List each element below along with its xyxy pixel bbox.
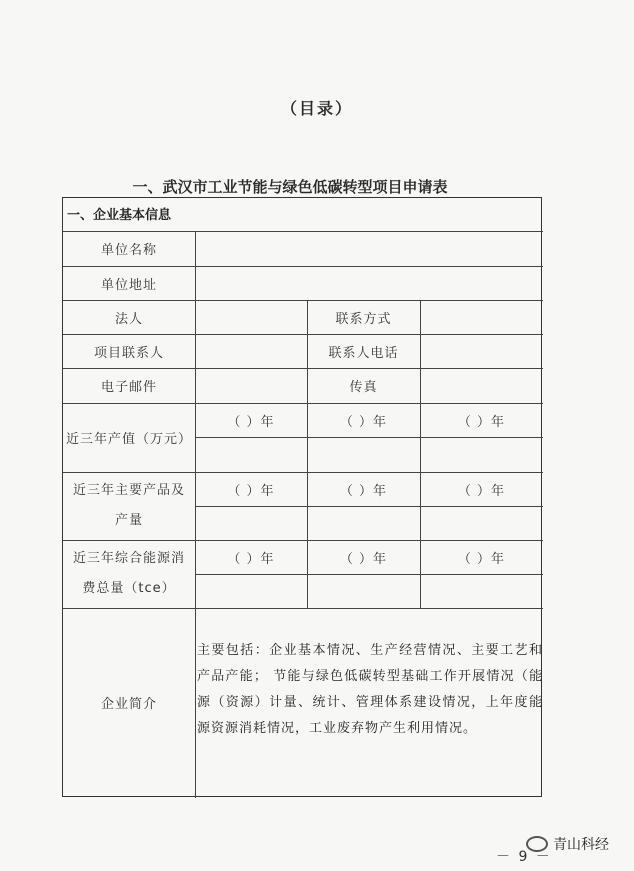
label-unit-address: 单位地址 <box>100 277 157 293</box>
section-header: 一、企业基本信息 <box>67 208 172 223</box>
company-intro-text: 主要包括：企业基本情况、生产经营情况、主要工艺和产品产能； 节能与绿色低碳转型基础工作开展情况（能源（资源）计量、统计、管理体系建设情况，上年度能源资源消耗情况，工业废弃物产生利用情况。 <box>197 643 543 736</box>
label-energy-line1: 近三年综合能源消 <box>72 551 185 566</box>
label-main-products-line2: 产量 <box>114 513 143 528</box>
col-divider <box>195 231 196 798</box>
year-placeholder: （ ）年 <box>457 483 506 499</box>
year-placeholder: （ ）年 <box>457 551 506 567</box>
label-main-products-line1: 近三年主要产品及 <box>72 483 185 498</box>
label-energy-line2: 费总量（tce） <box>82 581 176 596</box>
watermark-text: 青山科经 <box>553 837 609 853</box>
label-energy-consumption <box>63 540 195 608</box>
page-number: － 9 － <box>496 849 552 865</box>
year-placeholder: （ ）年 <box>339 551 388 567</box>
wechat-logo-icon <box>526 836 548 852</box>
label-contact-phone: 联系人电话 <box>328 345 399 361</box>
toc-title: （目录） <box>280 99 353 118</box>
row-divider <box>195 506 543 507</box>
label-project-contact: 项目联系人 <box>93 345 164 361</box>
label-contact-method: 联系方式 <box>335 311 392 327</box>
label-email: 电子邮件 <box>100 380 157 395</box>
application-form-table <box>62 197 542 797</box>
year-placeholder: （ ）年 <box>227 551 275 567</box>
label-fax: 传真 <box>349 380 378 395</box>
year-placeholder: （ ）年 <box>339 414 388 430</box>
label-legal-person: 法人 <box>114 311 143 327</box>
year-placeholder: （ ）年 <box>227 414 275 430</box>
year-placeholder: （ ）年 <box>227 483 275 499</box>
row-divider <box>195 437 543 438</box>
label-output-value: 近三年产值（万元） <box>65 432 192 447</box>
watermark <box>526 834 609 854</box>
label-company-intro: 企业简介 <box>100 696 157 712</box>
row-divider <box>195 574 543 575</box>
year-placeholder: （ ）年 <box>339 483 388 499</box>
label-main-products <box>63 472 195 540</box>
label-unit-name: 单位名称 <box>100 243 157 258</box>
form-title: 一、武汉市工业节能与绿色低碳转型项目申请表 <box>132 178 448 196</box>
year-placeholder: （ ）年 <box>457 414 506 430</box>
